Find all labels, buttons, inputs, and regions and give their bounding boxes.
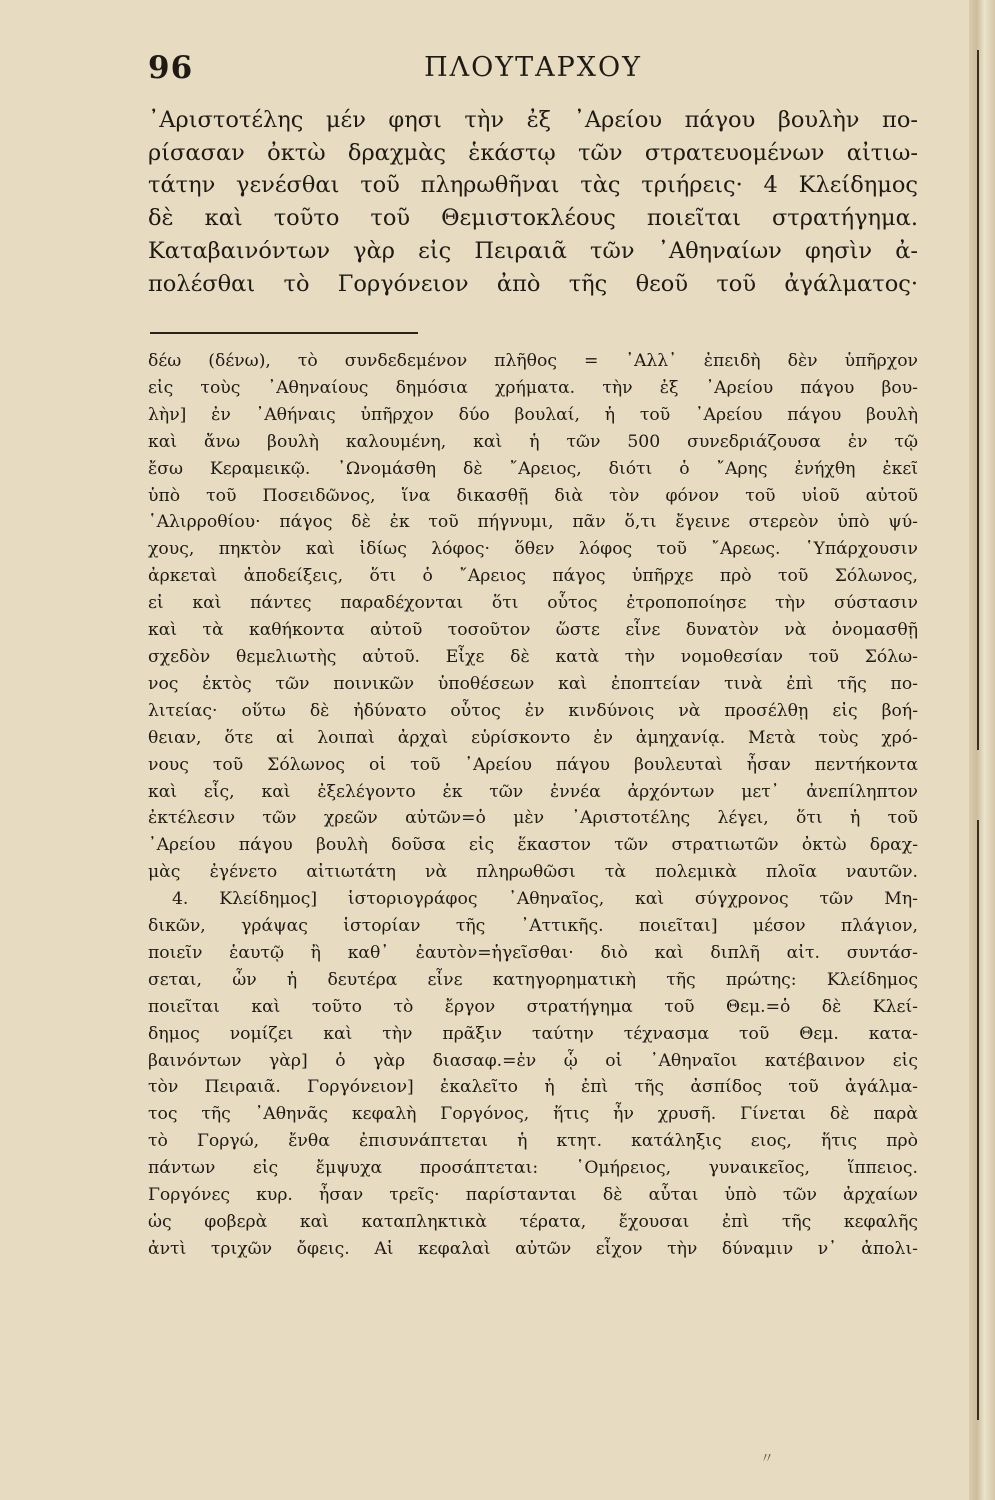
page-edge (969, 0, 995, 1500)
note-line: τος τῆς ᾿Αθηνᾶς κεφαλὴ Γοργόνος, ἥτις ἦν χρυσῆ. Γίνεται δὲ παρὰ (148, 1104, 918, 1125)
note-line: ἀντὶ τριχῶν ὄφεις. Αἱ κεφαλαὶ αὐτῶν εἶχον τὴν δύναμιν ν᾿ ἀπολι- (148, 1238, 918, 1259)
main-text-line: τάτην γενέσθαι τοῦ πληρωθῆναι τὰς τριήρεις· 4 Κλείδημος (148, 172, 918, 199)
note-line: δικῶν, γράψας ἱστορίαν τῆς ᾿Αττικῆς. ποιεῖται] μέσον πλάγιον, (148, 916, 918, 937)
note-line: τὸν Πειραιᾶ. Γοργόνειον] ἐκαλεῖτο ἡ ἐπὶ τῆς ἀσπίδος τοῦ ἀγάλμα- (148, 1077, 918, 1098)
note-line: ὑπὸ τοῦ Ποσειδῶνος, ἵνα δικασθῇ διὰ τὸν φόνον τοῦ υἱοῦ αὐτοῦ (148, 485, 918, 506)
running-title: ΠΛΟΥΤΑΡΧΟΥ (424, 52, 642, 83)
note-line: Γοργόνες κυρ. ἦσαν τρεῖς· παρίστανται δὲ αὗται ὑπὸ τῶν ἀρχαίων (148, 1185, 918, 1206)
binding-line (977, 820, 979, 1420)
note-line: τὸ Γοργώ, ἔνθα ἐπισυνάπτεται ἡ κτητ. κατάληξις ειος, ἥτις πρὸ (148, 1131, 918, 1152)
note-line: σεται, ὧν ἡ δευτέρα εἶνε κατηγορηματικὴ τῆς πρώτης: Κλείδημος (148, 969, 918, 990)
main-text-line: ρίσασαν ὀκτὼ δραχμὰς ἑκάστῳ τῶν στρατευομένων αἰτιω- (148, 139, 918, 166)
note-line: ἐκτέλεσιν τῶν χρεῶν αὐτῶν=ὁ μὲν ᾿Αριστοτέλης λέγει, ὅτι ἡ τοῦ (148, 808, 918, 829)
note-line: ῾Αλιρροθίου· πάγος δὲ ἐκ τοῦ πήγνυμι, πᾶν ὅ,τι ἔγεινε στερεὸν ὑπὸ ψύ- (148, 512, 918, 533)
main-text-line: δὲ καὶ τοῦτο τοῦ Θεμιστοκλέους ποιεῖται στρατήγημα. (148, 205, 918, 232)
binding-line (977, 50, 979, 750)
main-text-line: Καταβαινόντων γὰρ εἰς Πειραιᾶ τῶν ᾿Αθηναίων φησὶν ἀ- (148, 237, 918, 264)
note-line: ᾿Αρείου πάγου βουλὴ δοῦσα εἰς ἕκαστον τῶν στρατιωτῶν ὀκτὼ δραχ- (148, 835, 918, 856)
note-line: καὶ εἷς, καὶ ἐξελέγοντο ἐκ τῶν ἐννέα ἀρχόντων μετ᾿ ἀνεπίληπτον (148, 781, 918, 802)
note-line: θειαν, ὅτε αἱ λοιπαὶ ἀρχαὶ εὑρίσκοντο ἐν ἀμηχανίᾳ. Μετὰ τοὺς χρό- (148, 727, 918, 748)
note-line: μὰς ἐγένετο αἰτιωτάτη νὰ πληρωθῶσι τὰ πολεμικὰ πλοῖα ναυτῶν. (148, 862, 918, 883)
footnote-rule (150, 332, 418, 334)
main-text (148, 104, 918, 300)
note-line: καὶ ἄνω βουλὴ καλουμένη, καὶ ἡ τῶν 500 συνεδριάζουσα ἐν τῷ (148, 431, 918, 452)
note-line: λὴν] ἐν ᾿Αθήναις ὑπῆρχον δύο βουλαί, ἡ τοῦ ᾿Αρείου πάγου βουλὴ (148, 404, 918, 425)
note-line: δημος νομίζει καὶ τὴν πρᾶξιν ταύτην τέχνασμα τοῦ Θεμ. κατα- (148, 1023, 918, 1044)
note-line: νος ἐκτὸς τῶν ποινικῶν ὑποθέσεων καὶ ἐποπτείαν τινὰ ἐπὶ τῆς πο- (148, 673, 918, 694)
note-line: πάντων εἰς ἔμψυχα προσάπτεται: ῾Ομήρειος, γυναικεῖος, ἵππειος. (148, 1158, 918, 1179)
note-line: σχεδὸν θεμελιωτὴς αὐτοῦ. Εἶχε δὲ κατὰ τὴν νομοθεσίαν τοῦ Σόλω- (148, 646, 918, 667)
main-text-line: πολέσθαι τὸ Γοργόνειον ἀπὸ τῆς θεοῦ τοῦ ἀγάλματος· (148, 270, 918, 297)
page-header (148, 50, 918, 94)
note-line: χους, πηκτὸν καὶ ἰδίως λόφος· ὅθεν λόφος τοῦ ῎Αρεως. ῾Υπάρχουσιν (148, 539, 918, 560)
note-line: ποιεῖται καὶ τοῦτο τὸ ἔργον στρατήγημα τοῦ Θεμ.=ὁ δὲ Κλεί- (148, 996, 918, 1017)
footer-mark: 〃 (760, 1451, 774, 1467)
note-line: λιτείας· οὕτω δὲ ἠδύνατο οὗτος ἐν κινδύνοις νὰ προσέλθῃ εἰς βοή- (148, 700, 918, 721)
note-line: εἰς τοὺς ᾿Αθηναίους δημόσια χρήματα. τὴν ἐξ ᾿Αρείου πάγου βου- (148, 377, 918, 398)
note-line: ἀρκεταὶ ἀποδείξεις, ὅτι ὁ ῎Αρειος πάγος ὑπῆρχε πρὸ τοῦ Σόλωνος, (148, 566, 918, 587)
note-line: νους τοῦ Σόλωνος οἱ τοῦ ᾿Αρείου πάγου βουλευταὶ ἦσαν πεντήκοντα (148, 754, 918, 775)
note-line: ποιεῖν ἑαυτῷ ἢ καθ᾿ ἑαυτὸν=ἡγεῖσθαι· διὸ καὶ διπλῆ αἰτ. συντάσ- (148, 942, 918, 963)
note-line: 4. Κλείδημος] ἱστοριογράφος ᾿Αθηναῖος, καὶ σύγχρονος τῶν Μη- (172, 889, 918, 910)
note-line: ἔσω Κεραμεικῷ. ᾿Ωνομάσθη δὲ ῎Αρειος, διότι ὁ ῎Αρης ἐνήχθη ἐκεῖ (148, 458, 918, 479)
note-line: εἰ καὶ πάντες παραδέχονται ὅτι οὗτος ἐτροποποίησε τὴν σύστασιν (148, 593, 918, 614)
commentary-notes (148, 348, 918, 1263)
note-line: καὶ τὰ καθήκοντα αὐτοῦ τοσοῦτον ὥστε εἶνε δυνατὸν νὰ ὀνομασθῇ (148, 620, 918, 641)
page-number: 96 (148, 50, 194, 86)
note-line: ὡς φοβερὰ καὶ καταπληκτικὰ τέρατα, ἔχουσαι ἐπὶ τῆς κεφαλῆς (148, 1212, 918, 1232)
note-line: βαινόντων γὰρ] ὁ γὰρ διασαφ.=ἐν ᾧ οἱ ᾿Αθηναῖοι κατέβαινον εἰς (148, 1050, 918, 1071)
note-line: δέω (δένω), τὸ συνδεδεμένον πλῆθος = ᾿Αλλ᾿ ἐπειδὴ δὲν ὑπῆρχον (148, 351, 918, 371)
main-text-line: ᾿Αριστοτέλης μέν φησι τὴν ἐξ ᾿Αρείου πάγου βουλὴν πο- (148, 107, 918, 133)
